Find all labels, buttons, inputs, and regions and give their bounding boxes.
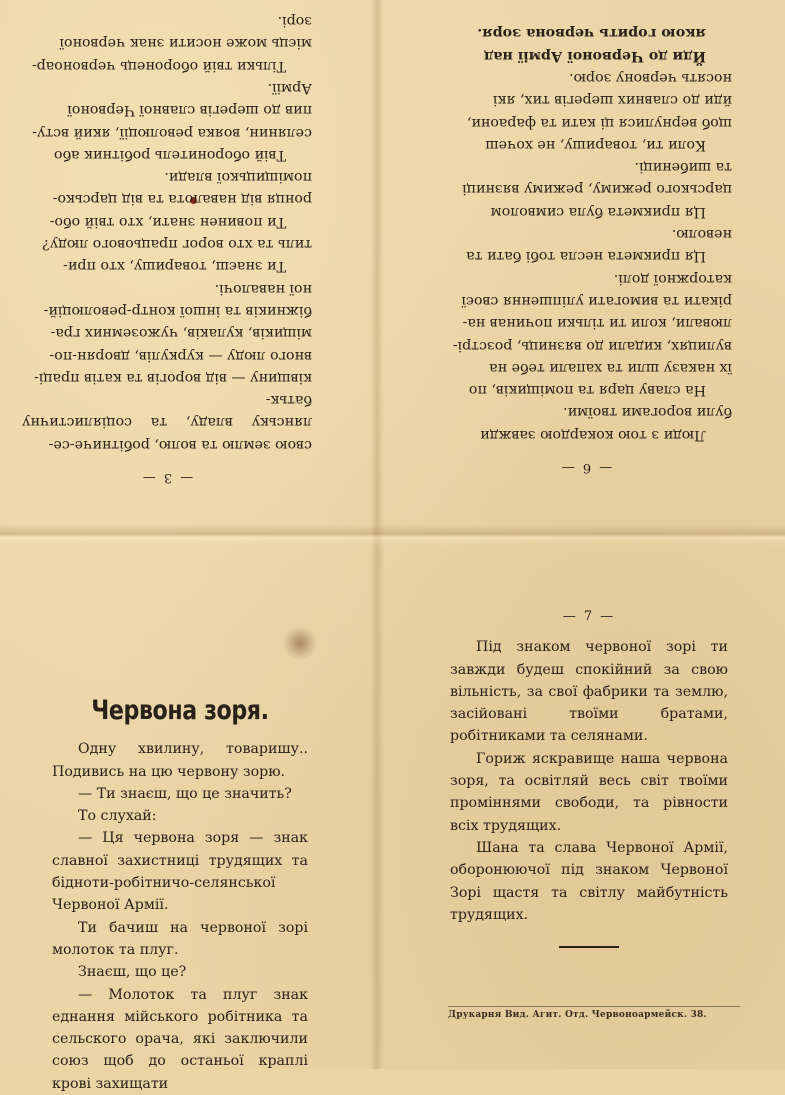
- page7-para-3: Шана та слава Червоної Армії, оборонюючої під знаком Червоної Зорі щастя та світлу майбутність трудящих.: [450, 839, 728, 923]
- page6-closing-2: якою горить червона зоря.: [477, 25, 706, 42]
- page3-line-15: пив до шерегів славної Червоної: [67, 102, 312, 119]
- page3-line-9: тиль та хто ворог працьового люду?: [42, 236, 312, 253]
- page1-para-3: То слухай:: [78, 808, 157, 825]
- page3-line-11: ронця від навалота та від царсько-: [52, 191, 312, 208]
- printer-imprint: Друкарня Вид. Агит. Отд. Червоноармейск. 38.: [448, 1006, 740, 1020]
- page6-closing-1: Йди до Червоної Армії над: [483, 47, 706, 64]
- page6-line-5: вулицях, кидали до вязниць, розстрі-: [452, 337, 732, 354]
- page1-para-1: Одну хвилину, товаришу.. Подивись на цю червону зорю.: [52, 741, 308, 780]
- page3-line-5: міщиків, кулаків, чужоземних гра-: [50, 325, 312, 342]
- page3-line-6: біжників та іншої контр-революцій-: [43, 302, 312, 319]
- page6-line-12: царського режиму, режиму вязниці: [462, 181, 732, 198]
- page-1-title-page: [52, 695, 308, 1095]
- page3-line-1: свою землю та волю, робітниче-се-: [48, 436, 312, 453]
- page3-line-4: вного люду — куркулів, дворян-по-: [49, 347, 312, 364]
- page6-line-13: та шибениці.: [634, 159, 732, 176]
- page3-line-14: селянин, вояка революції, який всту-: [32, 124, 312, 141]
- page3-line-2: лянську владу, та соціялистичну батьк-: [22, 392, 312, 431]
- page-number-3: — 3 —: [140, 470, 194, 485]
- page6-line-2: були ворогами твоїми.: [563, 404, 732, 421]
- page1-para-7: — Молоток та плуг знак еднання мійського робітника та сельского орача, які заключили союз щоб до останьої краплі крові захищати: [52, 986, 308, 1092]
- page-7: [450, 606, 728, 948]
- page3-line-17: Тільки твій оборонець червоноар-: [31, 57, 286, 74]
- page6-line-14: Коли ти, товаришу, не хочеш: [485, 136, 706, 153]
- page-3-upside-down: [22, 13, 312, 488]
- page7-para-1: Під знаком червоної зорі ти завжди будеш спокійний за свою вільність, за свої фабрики та землю, засійовані твоїми братами, робітниками та селянами.: [450, 639, 728, 745]
- page6-line-11: Ця прикмета була символом: [490, 203, 706, 220]
- page6-line-8: каторжної долі.: [613, 270, 732, 287]
- page6-line-4: їх наказу шли та хапали тебе на: [489, 359, 732, 376]
- page6-line-1: Люди з тою кокардою завжди: [480, 426, 706, 443]
- closing-rule: [450, 946, 728, 948]
- page6-line-10: неволю.: [671, 226, 732, 243]
- page3-line-7: ної навалочі.: [214, 280, 312, 297]
- page-title: Червона зоря.: [91, 695, 269, 726]
- page6-line-6: лювали, коли ти тільки починав на-: [462, 315, 732, 332]
- page6-line-7: рікати та вимогати уліпшення своєї: [461, 292, 732, 309]
- page1-para-4: — Ця червона зоря — знак славної захистниці трудящих та бідноти-робітничо-селянської Червоної Армії.: [52, 830, 308, 914]
- page3-line-19: зорі.: [277, 13, 312, 30]
- page3-line-10: Ти повинен знати, хто твій обо-: [49, 213, 286, 230]
- page6-line-3: На славу царя та поміщиків, по: [468, 382, 706, 399]
- page3-line-16: Армії.: [267, 79, 312, 96]
- page1-para-6: Знаєш, що це?: [78, 964, 187, 981]
- page3-line-3: ківщину — від ворогів та катів праці-: [34, 369, 312, 386]
- page-number-6: — 6 —: [559, 460, 613, 475]
- page3-line-13: Твій оборонитель робітник або: [54, 146, 286, 163]
- stain: [282, 626, 318, 660]
- page7-para-2: Гориж яскравище наша червона зоря, та освітляй весь світ твоїми проміннями свободи, та рівности всіх трудящих.: [450, 750, 728, 834]
- page3-line-18: мієць може носити знак червоної: [59, 35, 312, 52]
- page1-para-2: — Ти знаєш, що це значить?: [78, 785, 292, 802]
- page3-line-8: Ти знаєш, товаришу, хто при-: [63, 258, 286, 275]
- page-number-7: — 7 —: [562, 609, 616, 624]
- horizontal-fold: [0, 524, 785, 546]
- page3-line-12: поміщицької влади.: [164, 169, 312, 186]
- page6-line-15: щоб вернулися ці кати та фараони,: [466, 114, 732, 131]
- page1-para-5: Ти бачиш на червоної зорі молоток та плуг.: [52, 919, 308, 958]
- page6-line-17: носять червону зорю.: [569, 69, 732, 86]
- page-6-upside-down: [440, 25, 732, 478]
- page6-line-9: Ця прикмета несла тобі бати та: [466, 248, 706, 265]
- page6-line-16: йди до славних шерегів тих, які: [493, 92, 732, 109]
